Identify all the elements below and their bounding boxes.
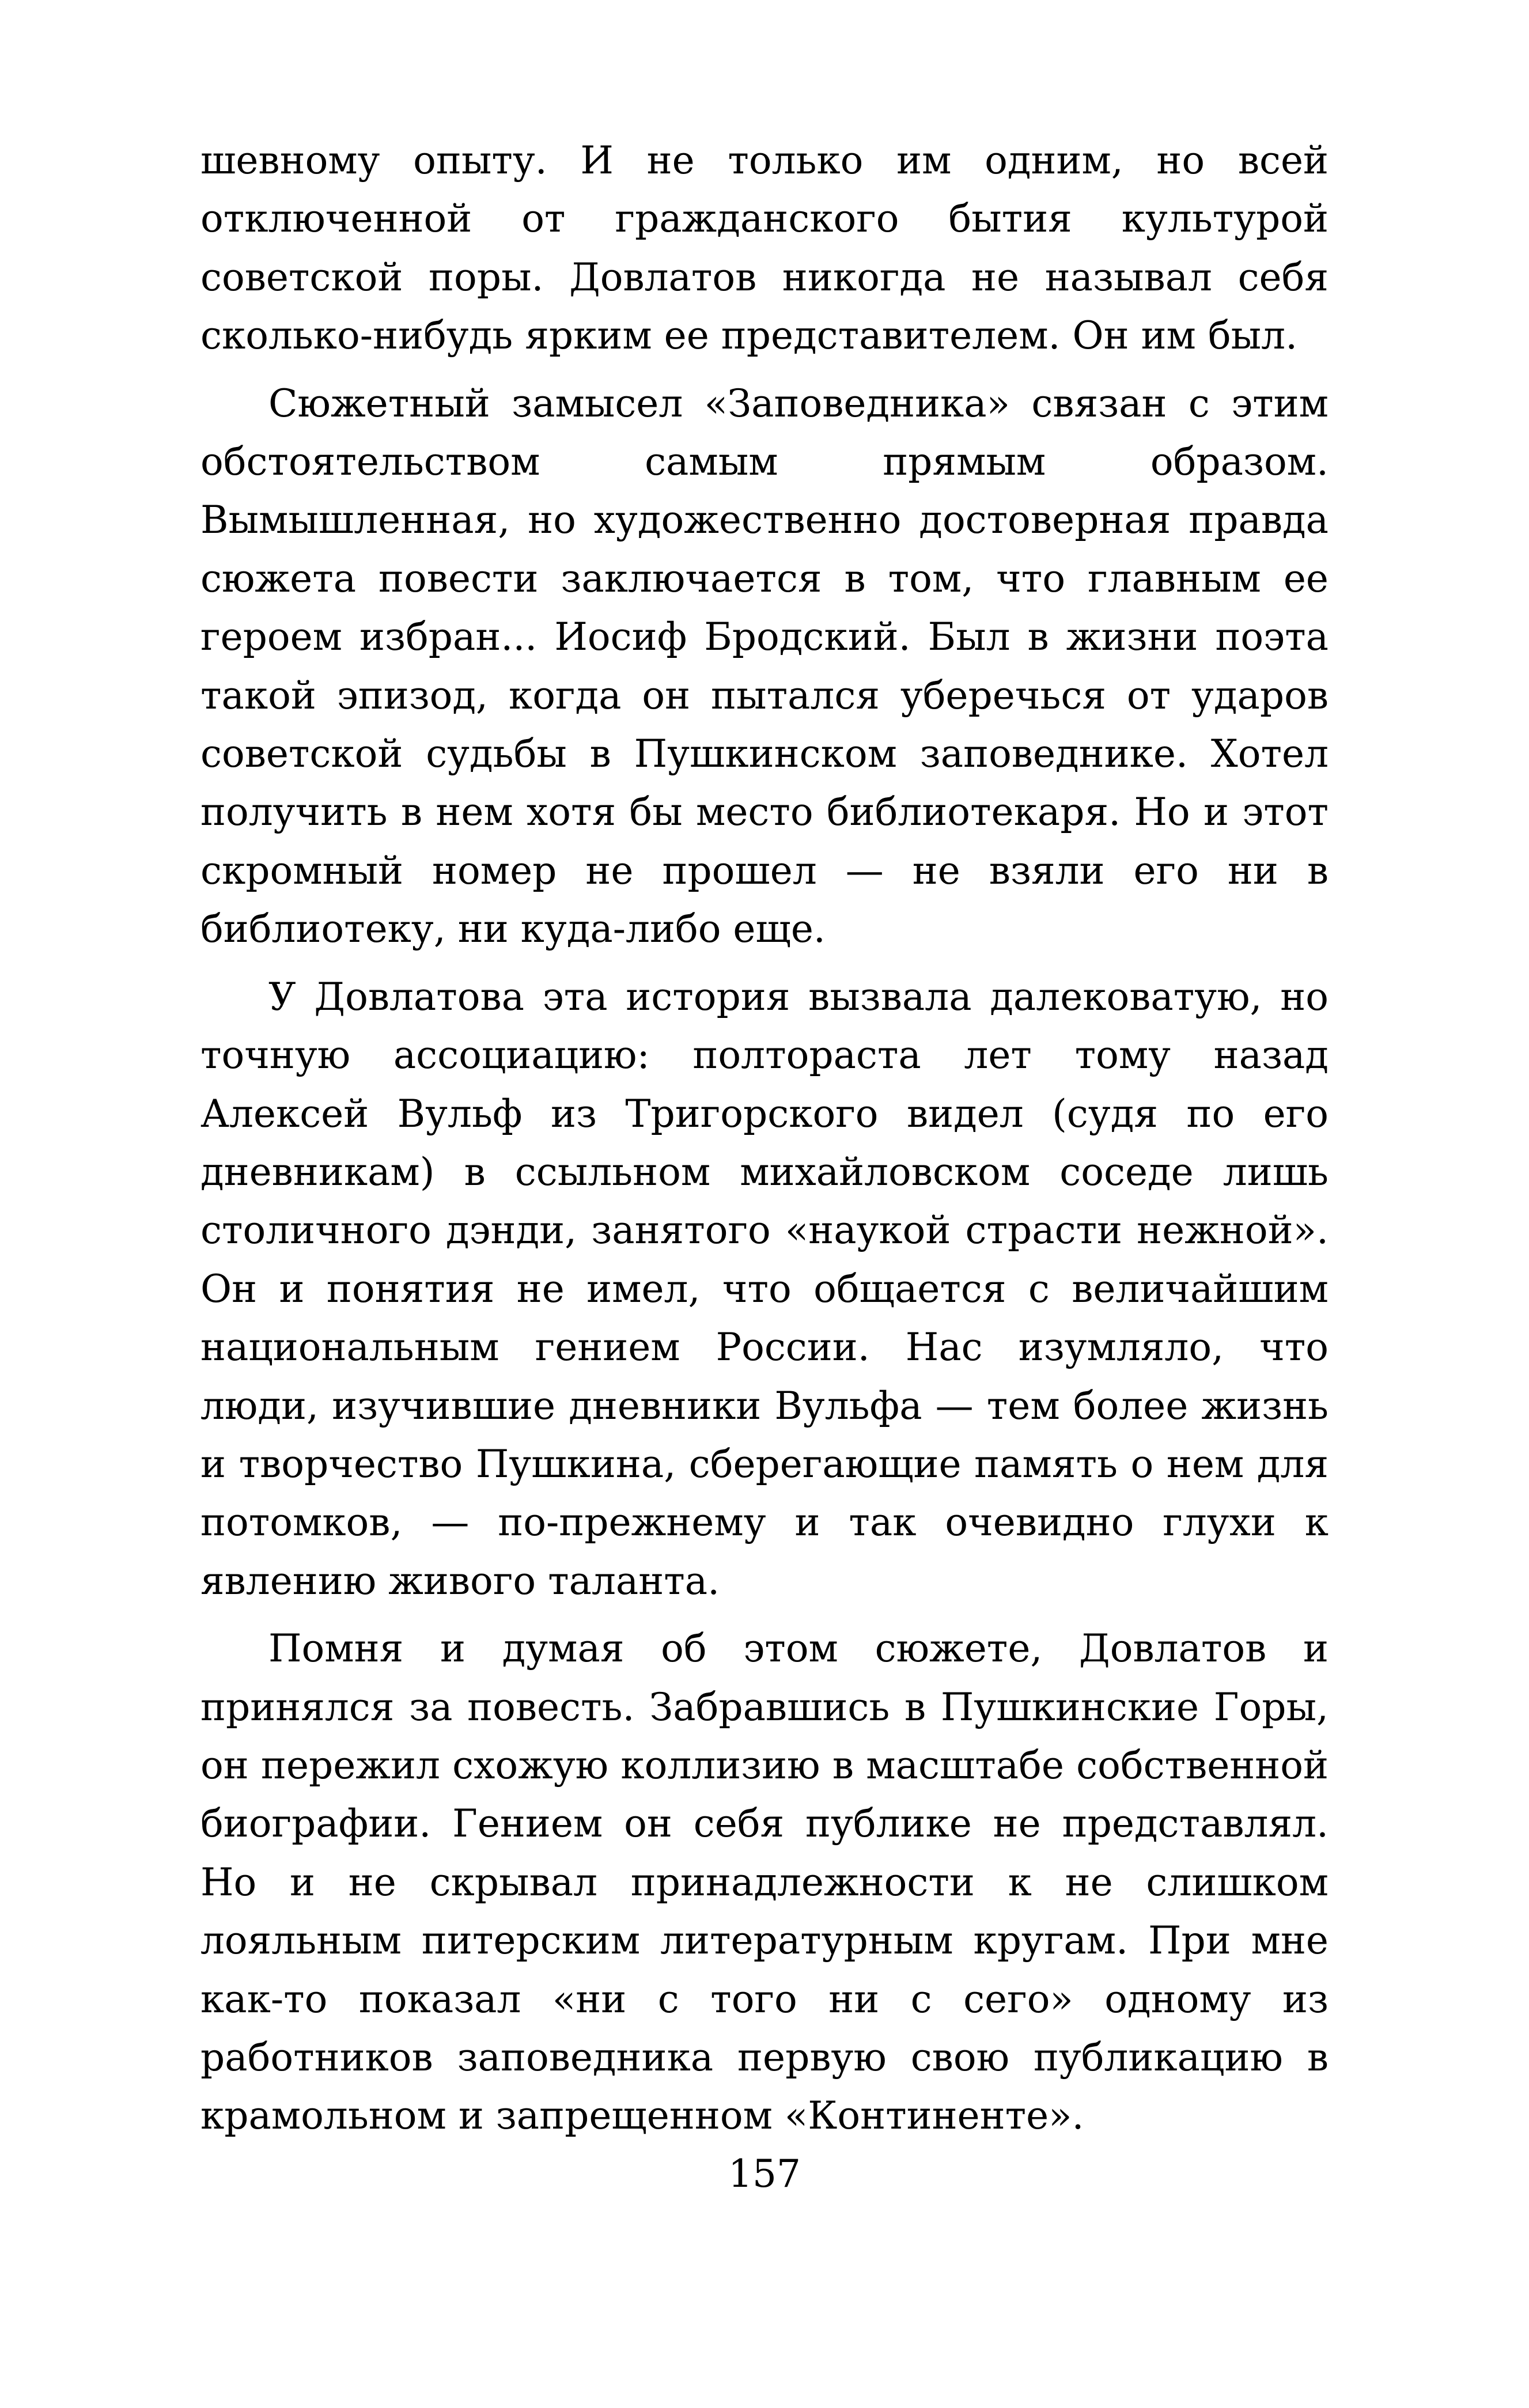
- paragraph-4: Помня и думая об этом сюжете, Довлатов и принялся за повесть. Забравшись в Пушкинские Горы, он пережил схожую коллизию в масштабе собственной биографии. Гением он себя публике не представлял. Но и не скрывал принадлежности к не слишком лояльным питерским литературным кругам. При мне как-то показал «ни с того ни с сего» одному из работников заповедника первую свою публикацию в крамольном и запрещенном «Континенте».: [200, 1626, 1329, 2138]
- paragraph-2: Сюжетный замысел «Заповедника» связан с этим обстоятельством самым прямым образом. Вымышленная, но художественно достоверная правда сюжета повести заключается в том, что главным ее героем избран... Иосиф Бродский. Был в жизни поэта такой эпизод, когда он пытался уберечься от ударов советской судьбы в Пушкинском заповеднике. Хотел получить в нем хотя бы место библиотекаря. Но и этот скромный номер не прошел — не взяли его ни в библиотеку, ни куда-либо еще.: [200, 381, 1329, 952]
- page-number: 157: [728, 2152, 801, 2196]
- paragraph-1: шевному опыту. И не только им одним, но всей отключенной от гражданского бытия культурой советской поры. Довлатов никогда не называл себя сколько-нибудь ярким ее представителем. Он им был.: [200, 138, 1329, 358]
- paragraph-3: У Довлатова эта история вызвала далековатую, но точную ассоциацию: полтораста лет тому назад Алексей Вульф из Тригорского видел (судя по его дневникам) в ссыльном михайловском соседе лишь столичного дэнди, занятого «наукой страсти нежной». Он и понятия не имел, что общается с величайшим национальным гением России. Нас изумляло, что люди, изучившие дневники Вульфа — тем более жизнь и творчество Пушкина, сберегающие память о нем для потомков, — по-прежнему и так очевидно глухи к явлению живого таланта.: [200, 974, 1329, 1603]
- body-text: [200, 131, 1329, 2145]
